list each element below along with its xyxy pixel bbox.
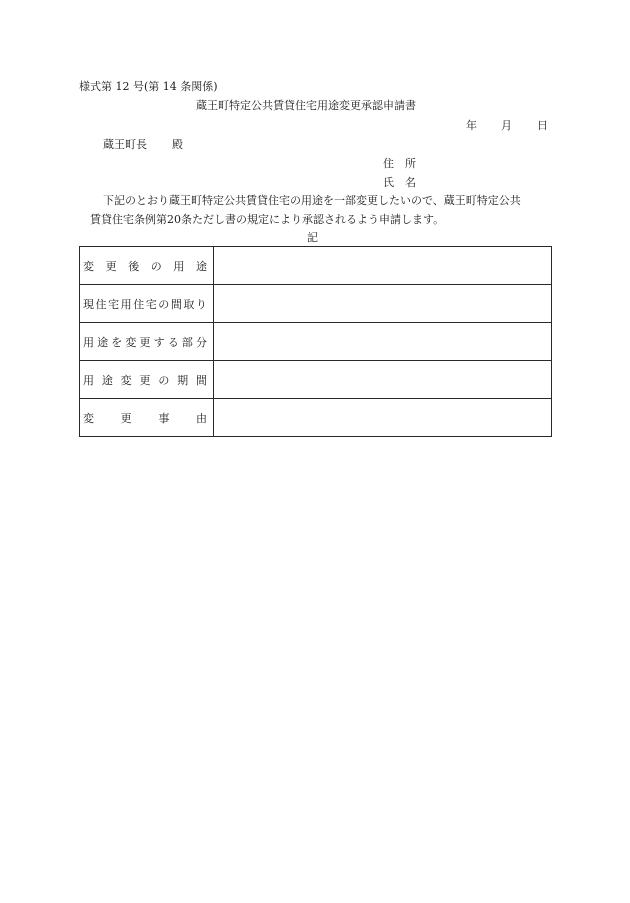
row-value-field[interactable] (213, 399, 551, 437)
row-label-char: 途 (97, 335, 109, 349)
row-label-char: 期 (177, 373, 189, 387)
row-label-char: 更 (120, 411, 132, 425)
row-label (83, 334, 207, 350)
row-label-char: を (111, 335, 123, 349)
application-table (79, 246, 552, 437)
row-value-field[interactable] (213, 323, 551, 361)
row-label (83, 410, 207, 426)
row-label-char: 更 (139, 373, 151, 387)
row-label-cell (80, 399, 214, 437)
row-value-field[interactable] (213, 247, 551, 285)
row-label-char: 途 (195, 259, 207, 273)
row-label-char: 用 (83, 373, 94, 387)
row-label-char: す (153, 335, 165, 349)
recipient-name: 蔵王町長 (103, 138, 147, 151)
row-label-char: 変 (83, 411, 94, 425)
row-label-char: 用 (120, 297, 132, 311)
document-title: 蔵王町特定公共賃貸住宅用途変更承認申請書 (196, 99, 416, 112)
row-label (83, 296, 207, 312)
row-label-char: 宅 (145, 297, 157, 311)
applicant-address-label: 住 所 (383, 157, 416, 170)
row-label-char: 分 (196, 335, 207, 349)
row-label-char: 用 (83, 335, 94, 349)
row-label-cell (80, 323, 214, 361)
row-label-char: の (150, 259, 162, 273)
body-text-line-2: 賃貸住宅条例第20条ただし書の規定により承認されるよう申請します。 (90, 213, 445, 226)
row-label-char: 変 (83, 259, 94, 273)
row-label-char: 更 (139, 335, 151, 349)
body-text-line-1: 下記のとおり蔵王町特定公共賃貸住宅の用途を一部変更したいので、蔵王町特定公共 (103, 194, 521, 207)
row-label-char: 更 (105, 259, 117, 273)
row-label-char: 途 (101, 373, 113, 387)
row-label-cell (80, 361, 214, 399)
row-label (83, 372, 207, 388)
row-label-char: 後 (128, 259, 140, 273)
table-row (80, 323, 552, 361)
recipient-honorific: 殿 (172, 138, 183, 151)
row-label-char: る (167, 335, 179, 349)
table-row (80, 361, 552, 399)
row-label (83, 258, 207, 274)
row-value-field[interactable] (213, 285, 551, 323)
row-label-char: 住 (133, 297, 145, 311)
row-label-char: 間 (195, 373, 207, 387)
row-label-char: 宅 (108, 297, 120, 311)
date-month-label: 月 (501, 119, 512, 132)
row-label-char: 変 (120, 373, 132, 387)
date-year-label: 年 (466, 119, 477, 132)
row-label-char: 変 (125, 335, 137, 349)
row-label-char: 住 (95, 297, 107, 311)
row-value-field[interactable] (213, 361, 551, 399)
row-label-cell (80, 285, 214, 323)
row-label-char: 事 (158, 411, 170, 425)
row-label-char: 間 (170, 297, 182, 311)
applicant-name-label: 氏 名 (383, 176, 416, 189)
form-number: 様式第 12 号(第 14 条関係) (79, 80, 218, 93)
row-label-char: の (158, 297, 170, 311)
row-label-char: り (195, 297, 207, 311)
row-label-cell (80, 247, 214, 285)
row-label-char: 由 (195, 411, 207, 425)
row-label-char: の (158, 373, 170, 387)
row-label-char: 用 (173, 259, 185, 273)
table-row (80, 285, 552, 323)
row-label-char: 取 (183, 297, 195, 311)
row-label-char: 部 (181, 335, 193, 349)
table-row (80, 399, 552, 437)
row-label-char: 現 (83, 297, 94, 311)
date-day-label: 日 (537, 119, 548, 132)
ki-label: 記 (307, 231, 318, 244)
table-row (80, 247, 552, 285)
